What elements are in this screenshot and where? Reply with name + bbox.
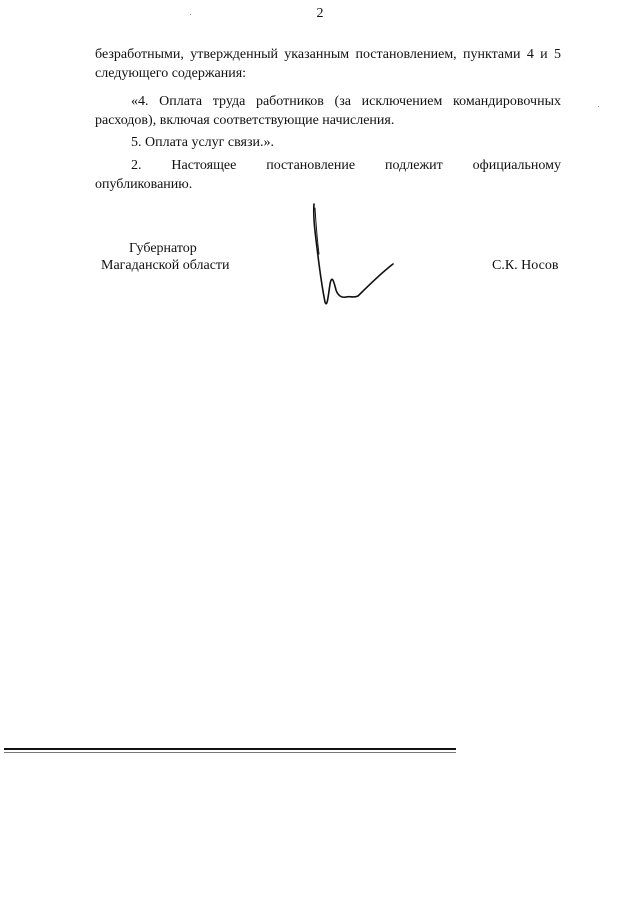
signer-name: С.К. Носов — [492, 258, 559, 273]
scan-speck — [190, 14, 191, 15]
signer-position-line1: Губернатор — [129, 241, 197, 256]
text-line: безработными, утвержденный указанным постановлением, пунктами 4 и 5 — [95, 47, 561, 62]
page-number: 2 — [316, 6, 324, 21]
footer-rule-thin — [4, 752, 456, 753]
text-line: опубликованию. — [95, 177, 193, 192]
paragraph-publication — [95, 156, 561, 194]
paragraph-amendment-intro — [95, 45, 561, 83]
handwritten-signature — [300, 198, 410, 318]
signature-stroke — [314, 204, 393, 304]
footer-rule — [4, 748, 456, 750]
text-line: расходов), включая соответствующие начисления. — [95, 113, 395, 128]
paragraph-item-5 — [95, 133, 561, 152]
scan-speck — [598, 106, 599, 107]
text-line: 5. Оплата услуг связи.». — [131, 135, 274, 150]
paragraph-item-4 — [95, 92, 561, 130]
text-line: «4. Оплата труда работников (за исключением командировочных — [131, 94, 561, 109]
signer-position-line2: Магаданской области — [101, 258, 230, 273]
text-line: 2. Настоящее постановление подлежит официальному — [131, 158, 561, 173]
text-line: следующего содержания: — [95, 66, 247, 81]
